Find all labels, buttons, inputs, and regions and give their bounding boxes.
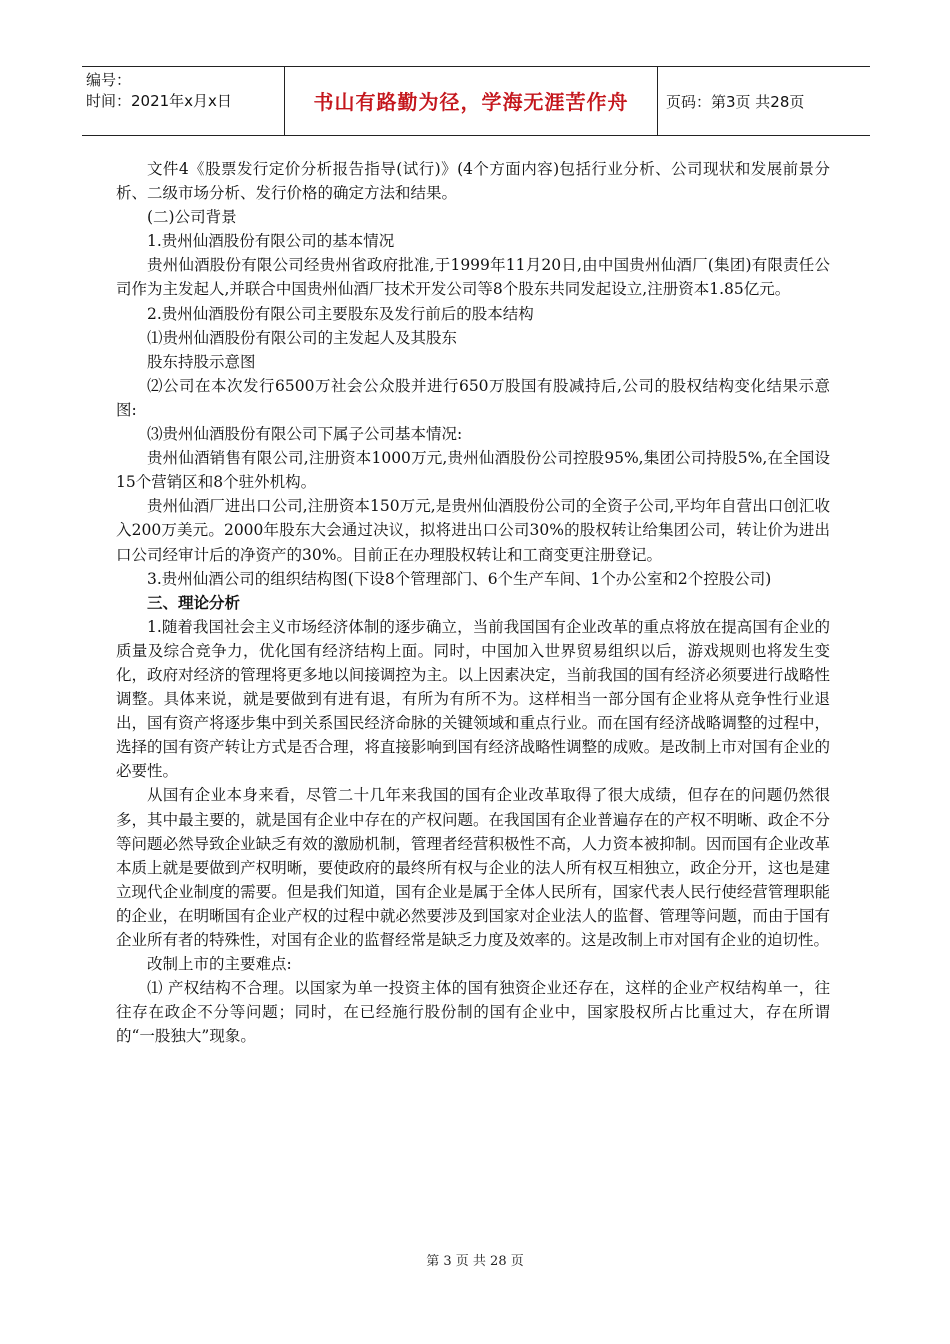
document-date: 时间：2021年x月x日 xyxy=(86,92,232,110)
paragraph: 贵州仙酒销售有限公司,注册资本1000万元,贵州仙酒股份公司控股95%,集团公司持股5%,在全国设15个营销区和8个驻外机构。 xyxy=(116,449,830,492)
header-motto: 书山有路勤为径，学海无涯苦作舟 xyxy=(313,90,629,114)
paragraph: (二)公司背景 xyxy=(147,208,237,227)
document-number-label: 编号： xyxy=(86,71,132,89)
paragraph: 2.贵州仙酒股份有限公司主要股东及发行前后的股本结构 xyxy=(147,304,534,323)
paragraph: 1.贵州仙酒股份有限公司的基本情况 xyxy=(147,232,395,251)
paragraph: 文件4《股票发行定价分析报告指导(试行)》(4个方面内容)包括行业分析、公司现状和发展前景分析、二级市场分析、发行价格的确定方法和结果。 xyxy=(116,160,830,203)
paragraph: 贵州仙酒厂进出口公司,注册资本150万元,是贵州仙酒股份公司的全资子公司,平均年自营出口创汇收入200万美元。2000年股东大会通过决议，拟将进出口公司30%的股权转让给集团公司，转让价为进出口公司经审计后的净资产的30%。目前正在办理股权转让和工商变更注册登记。 xyxy=(116,497,830,564)
section-heading: 三、理论分析 xyxy=(147,593,241,612)
paragraph: 3.贵州仙酒公司的组织结构图(下设8个管理部门、6个生产车间、1个办公室和2个控股公司) xyxy=(147,569,772,588)
paragraph: ⑴ 产权结构不合理。以国家为单一投资主体的国有独资企业还存在，这样的企业产权结构单一，往往存在政企不分等问题；同时，在已经施行股份制的国有企业中，国家股权所占比重过大，存在所谓的“一股独大”现象。 xyxy=(116,979,830,1046)
paragraph: 改制上市的主要难点: xyxy=(147,955,292,974)
paragraph: ⑴贵州仙酒股份有限公司的主发起人及其股东 xyxy=(147,328,458,347)
paragraph: ⑶贵州仙酒股份有限公司下属子公司基本情况: xyxy=(147,425,463,444)
paragraph: 从国有企业本身来看，尽管二十几年来我国的国有企业改革取得了很大成绩，但存在的问题仍然很多，其中最主要的，就是国有企业中存在的产权问题。在我国国有企业普遍存在的产权不明晰、政企不分等问题必然导致企业缺乏有效的激励机制，管理者经营积极性不高，人力资本被抑制。因而国有企业改革本质上就是要做到产权明晰，要使政府的最终所有权与企业的法人所有权互相独立，政企分开，这也是建立现代企业制度的需要。但是我们知道，国有企业是属于全体人民所有，国家代表人民行使经营管理职能的企业，在明晰国有企业产权的过程中就必然要涉及到国家对企业法人的监督、管理等问题，而由于国有企业所有者的特殊性，对国有企业的监督经常是缺乏力度及效率的。这是改制上市对国有企业的迫切性。 xyxy=(116,786,830,949)
paragraph: 贵州仙酒股份有限公司经贵州省政府批准,于1999年11月20日,由中国贵州仙酒厂(集团)有限责任公司作为主发起人,并联合中国贵州仙酒厂技术开发公司等8个股东共同发起设立,注册资本1.85亿元。 xyxy=(116,256,830,299)
paragraph: 1.随着我国社会主义市场经济体制的逐步确立，当前我国国有企业改革的重点将放在提高国有企业的质量及综合竞争力，优化国有经济结构上面。同时，中国加入世界贸易组织以后，游戏规则也将发生变化，政府对经济的管理将更多地以间接调控为主。以上因素决定，当前我国的国有经济必须要进行战略性调整。具体来说，就是要做到有进有退，有所为有所不为。这样相当一部分国有企业将从竞争性行业退出，国有资产将逐步集中到关系国民经济命脉的关键领域和重点行业。而在国有经济战略调整的过程中，选择的国有资产转让方式是否合理，将直接影响到国有经济战略性调整的成败。是改制上市对国有企业的必要性。 xyxy=(116,617,830,781)
page-footer: 第 3 页 共 28 页 xyxy=(426,1254,524,1269)
header-page-info: 页码：第3页 共28页 xyxy=(666,93,805,111)
paragraph: ⑵公司在本次发行6500万社会公众股并进行650万股国有股减持后,公司的股权结构变化结果示意图: xyxy=(116,376,830,419)
header-bottom-rule xyxy=(82,135,870,136)
header-divider xyxy=(657,66,658,136)
paragraph: 股东持股示意图 xyxy=(147,352,256,371)
document-body xyxy=(116,157,830,1048)
header-top-rule xyxy=(82,66,870,67)
page-header xyxy=(82,66,870,136)
header-meta xyxy=(86,70,282,132)
